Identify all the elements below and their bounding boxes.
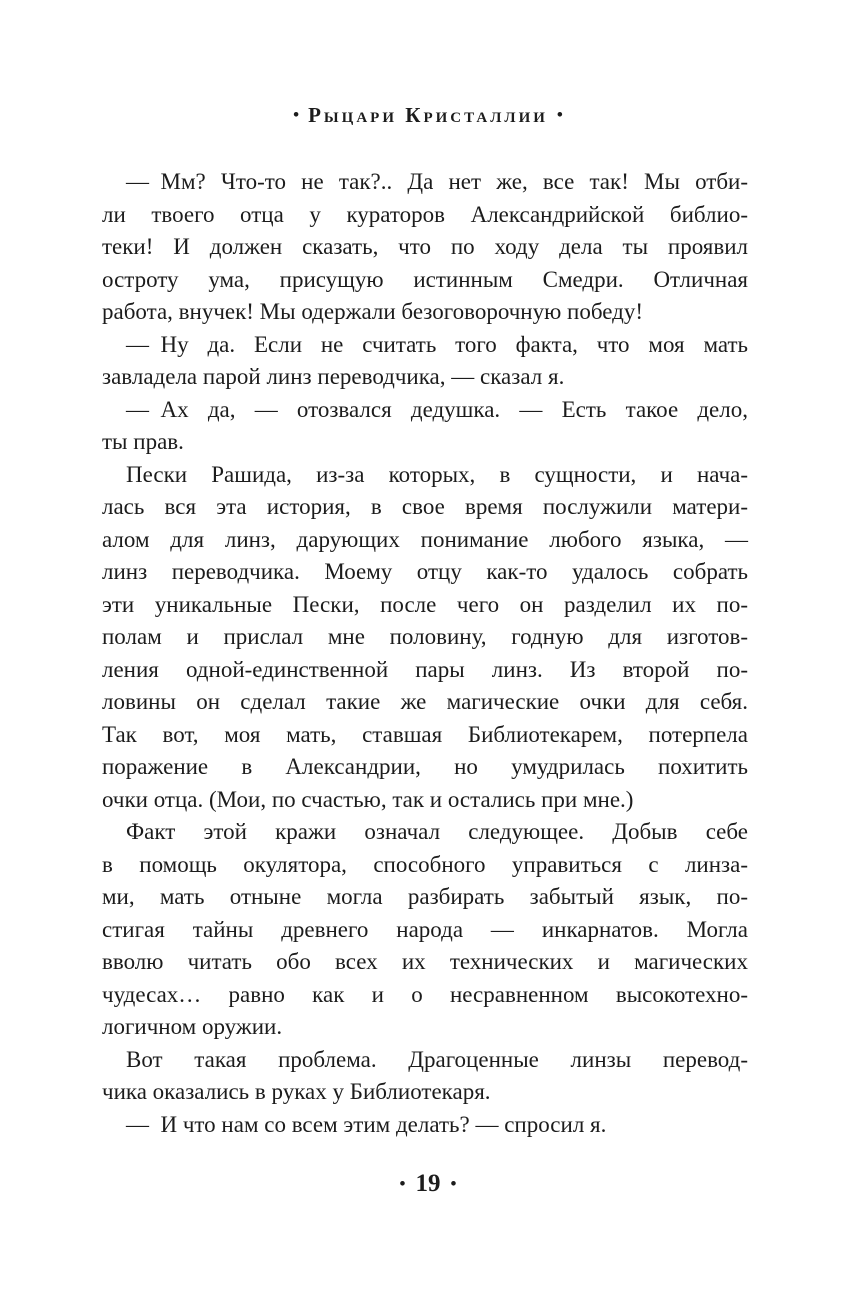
folio xyxy=(0,1170,856,1198)
text-line: лась вся эта история, в свое время послужили матери- xyxy=(102,494,748,519)
text-line: ловины он сделал такие же магические очки для себя. xyxy=(102,689,748,714)
text-line: Факт этой кражи означал следующее. Добыв себе xyxy=(126,819,748,844)
text-line: полам и прислал мне половину, годную для изготов- xyxy=(102,624,748,649)
folio-ornament-right-icon: • xyxy=(450,1174,457,1193)
text-line: логичном оружии. xyxy=(102,1014,283,1039)
text-line: — Мм? Что-то не так?.. Да нет же, все так! Мы отби- xyxy=(126,169,748,194)
text-line: эти уникальные Пески, после чего он разделил их по- xyxy=(102,591,748,617)
text-line: — Ах да, — отозвался дедушка. — Есть такое дело, xyxy=(126,396,748,422)
text-line: стигая тайны древнего народа — инкарнатов. Могла xyxy=(102,916,748,942)
folio-ornament-left-icon: • xyxy=(399,1174,406,1193)
text-line: поражение в Александрии, но умудрилась похитить xyxy=(102,754,748,779)
text-line: завладела парой линз переводчика, — сказал я. xyxy=(102,364,565,389)
text-line: — И что нам со всем этим делать? — спросил я. xyxy=(126,1111,607,1137)
running-head xyxy=(0,103,856,128)
text-line: ты прав. xyxy=(102,429,184,454)
text-line: Вот такая проблема. Драгоценные линзы перевод- xyxy=(126,1046,748,1072)
text-line: чудесах… равно как и о несравненном высокотехно- xyxy=(102,981,748,1007)
running-title: Рыцари Кристаллии xyxy=(308,103,548,127)
page-number: 19 xyxy=(415,1170,441,1197)
text-line: в помощь окулятора, способного управиться с линза- xyxy=(102,851,748,877)
text-line: ли твоего отца у кураторов Александрийской библио- xyxy=(102,201,748,227)
header-ornament-left-icon: • xyxy=(293,105,300,124)
text-line: вволю читать обо всех их технических и магических xyxy=(102,949,748,974)
text-line: чика оказались в руках у Библиотекаря. xyxy=(102,1079,491,1104)
text-line: теки! И должен сказать, что по ходу дела ты проявил xyxy=(102,234,748,259)
text-line: ления одной-единственной пары линз. Из второй по- xyxy=(102,656,748,682)
text-line: алом для линз, дарующих понимание любого языка, — xyxy=(102,526,748,552)
text-line: — Ну да. Если не считать того факта, что моя мать xyxy=(126,331,748,357)
text-line: работа, внучек! Мы одержали безоговорочную победу! xyxy=(102,299,644,324)
text-line: Так вот, моя мать, ставшая Библиотекарем, потерпела xyxy=(102,721,748,747)
page-body xyxy=(102,166,748,1141)
text-line: очки отца. (Мои, по счастью, так и остались при мне.) xyxy=(102,786,634,812)
text-line: Пески Рашида, из-за которых, в сущности, и нача- xyxy=(126,461,748,487)
text-line: ми, мать отныне могла разбирать забытый язык, по- xyxy=(102,884,748,909)
header-ornament-right-icon: • xyxy=(556,105,563,124)
text-line: линз переводчика. Моему отцу как-то удалось собрать xyxy=(102,559,748,584)
text-line: остроту ума, присущую истинным Смедри. Отличная xyxy=(102,266,748,292)
